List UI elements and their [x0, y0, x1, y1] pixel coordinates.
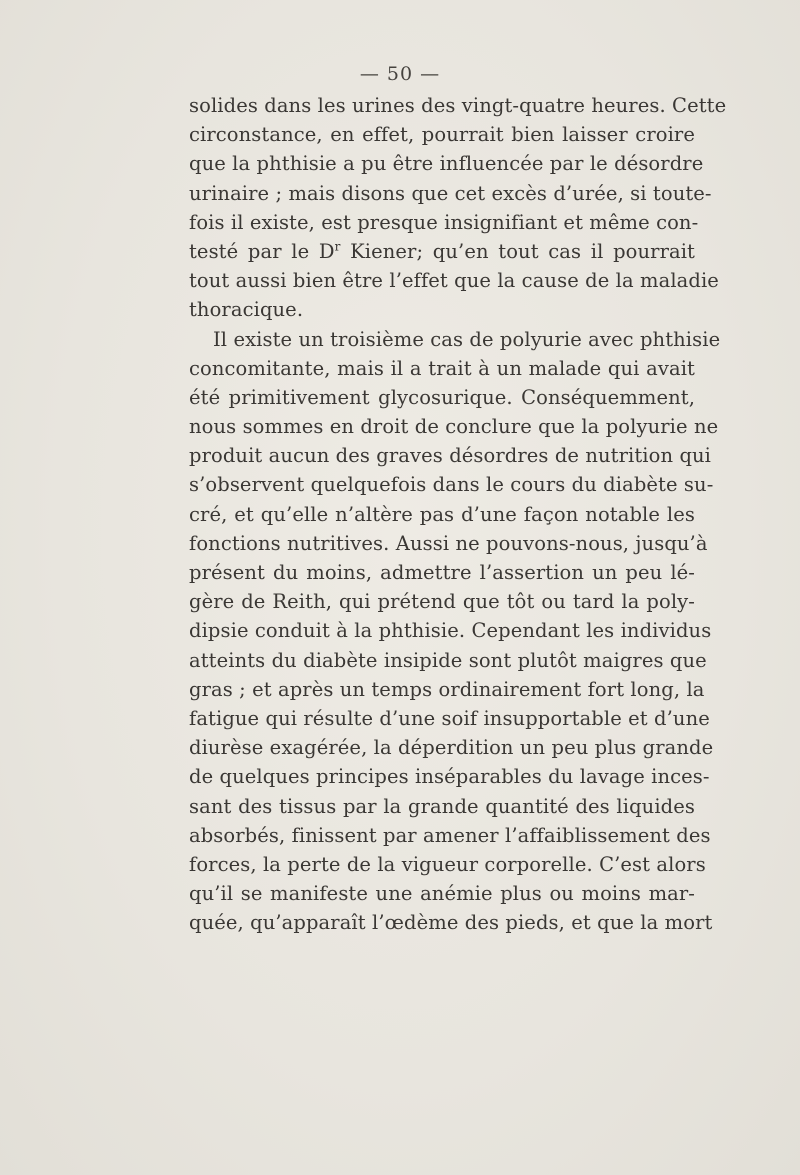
text-line: été primitivement glycosurique. Conséquemment,	[189, 385, 695, 409]
text-line: forces, la perte de la vigueur corporelle. C’est alors	[189, 852, 706, 876]
text-line: atteints du diabète insipide sont plutôt maigres que	[189, 648, 707, 672]
body-text	[189, 91, 727, 937]
text-line: fois il existe, est presque insignifiant et même con-	[189, 210, 699, 234]
text-line: absorbés, finissent par amener l’affaiblissement des	[189, 823, 711, 847]
text-line: qu’il se manifeste une anémie plus ou moins mar-	[189, 882, 695, 906]
text-line: sant des tissus par la grande quantité des liquides	[189, 794, 695, 818]
superscript: r	[334, 239, 341, 254]
text-line: fonctions nutritives. Aussi ne pouvons-nous, jusqu’à	[189, 531, 708, 555]
text-line: circonstance, en effet, pourrait bien laisser croire	[189, 123, 695, 147]
text-line: tout aussi bien être l’effet que la cause de la maladie	[189, 269, 719, 293]
text-line: Il existe un troisième cas de polyurie avec phthisie	[213, 327, 721, 351]
text-line: quée, qu’apparaît l’œdème des pieds, et que la mort	[189, 911, 713, 935]
text-line: cré, et qu’elle n’altère pas d’une façon notable les	[189, 502, 695, 526]
text-line: produit aucun des graves désordres de nutrition qui	[189, 444, 712, 468]
text-line: solides dans les urines des vingt-quatre heures. Cette	[189, 94, 727, 117]
text-line: diurèse exagérée, la déperdition un peu plus grande	[189, 736, 714, 760]
text-fragment: testé par le D	[189, 239, 335, 263]
text-line: gère de Reith, qui prétend que tôt ou tard la poly-	[189, 590, 695, 614]
text-line: dipsie conduit à la phthisie. Cependant les individus	[189, 619, 712, 643]
text-line: que la phthisie a pu être influencée par le désordre	[189, 152, 704, 176]
text-line: concomitante, mais il a trait à un malade qui avait	[189, 356, 695, 380]
text-line: présent du moins, admettre l’assertion un peu lé-	[189, 561, 695, 584]
text-line: s’observent quelquefois dans le cours du diabète su-	[189, 473, 714, 497]
text-fragment: Kiener; qu’en tout cas il pourrait	[340, 239, 695, 263]
text-line: fatigue qui résulte d’une soif insupportable et d’une	[189, 706, 710, 730]
text-line: urinaire ; mais disons que cet excès d’urée, si toute-	[189, 181, 712, 205]
text-line: gras ; et après un temps ordinairement fort long, la	[189, 677, 705, 701]
page-number: — 50 —	[359, 63, 441, 85]
text-line: de quelques principes inséparables du lavage inces-	[189, 765, 710, 789]
text-line: thoracique.	[189, 298, 304, 322]
text-line: nous sommes en droit de conclure que la polyurie ne	[189, 415, 719, 439]
text-line-with-superscript	[189, 237, 695, 266]
